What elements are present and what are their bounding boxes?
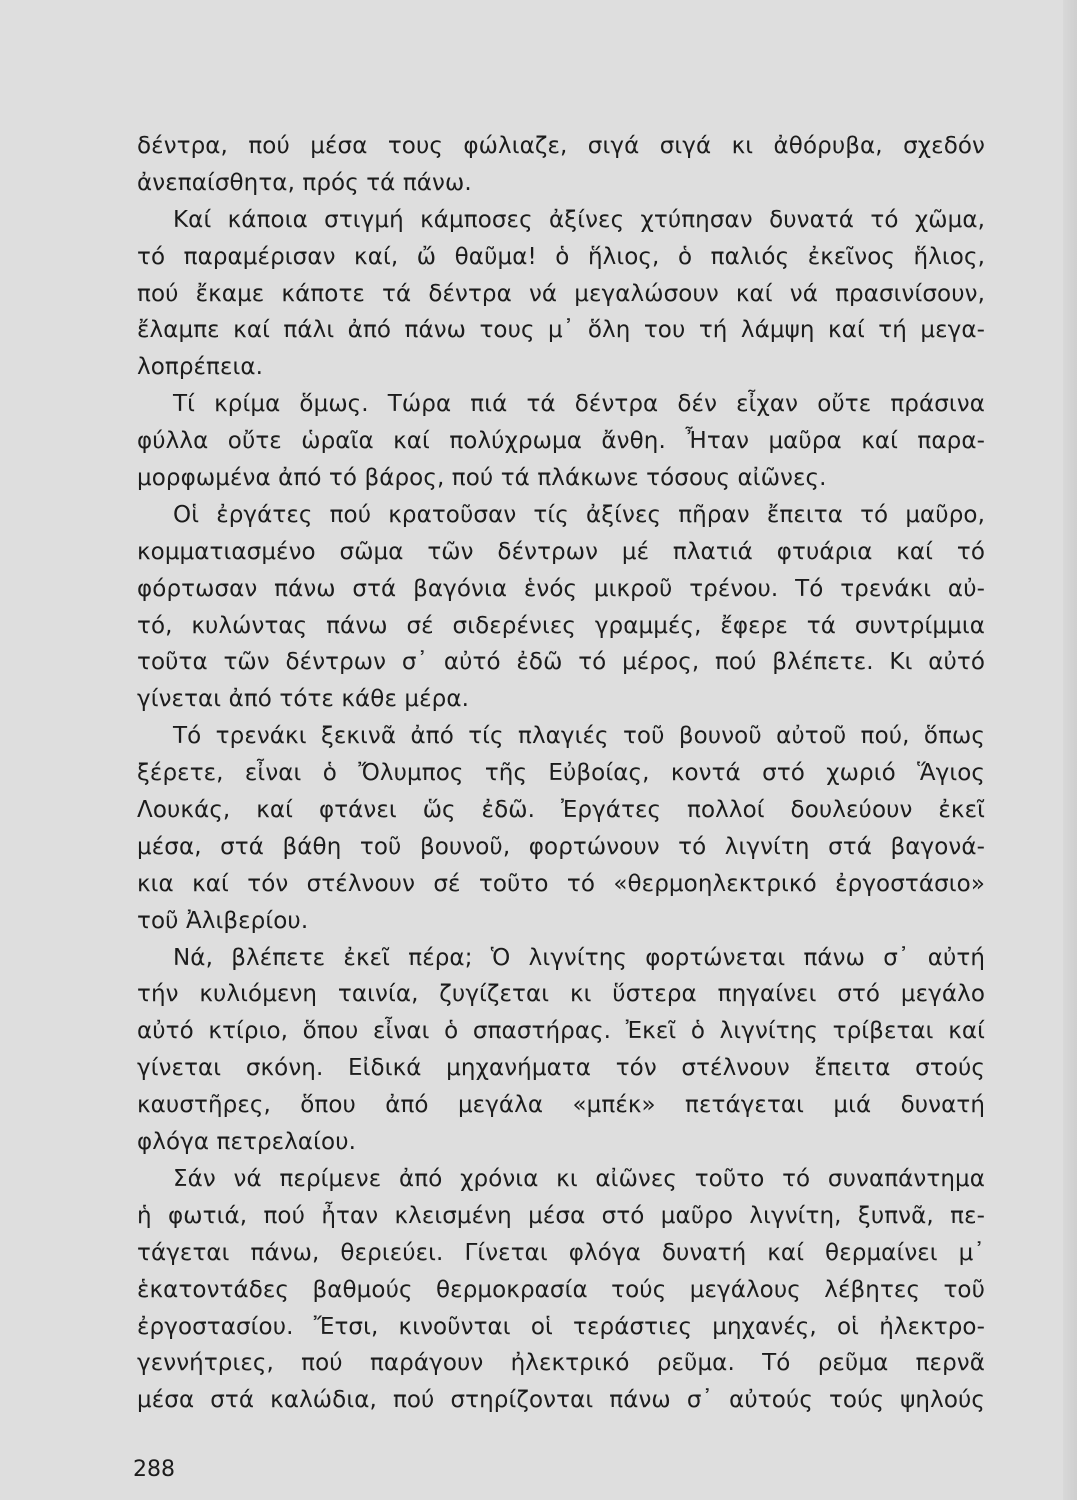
- text-line: τοῦ Ἀλιβερίου.: [137, 907, 309, 934]
- text-line: ξέρετε, εἶναι ὁ Ὄλυμπος τῆς Εὐβοίας, κοντά στό χωριό Ἅγιος: [137, 760, 985, 787]
- text-line: λοπρέπεια.: [137, 354, 264, 381]
- text-line: Οἱ ἐργάτες πού κρατοῦσαν τίς ἀξίνες πῆραν ἔπειτα τό μαῦρο,: [173, 501, 985, 528]
- text-line: τό, κυλώντας πάνω σέ σιδερένιες γραμμές, ἔφερε τά συντρίμμια: [137, 612, 985, 639]
- text-line: φόρτωσαν πάνω στά βαγόνια ἑνός μικροῦ τρένου. Τό τρενάκι αὐ-: [137, 575, 985, 602]
- text-line: φύλλα οὔτε ὡραῖα καί πολύχρωμα ἄνθη. Ἦταν μαῦρα καί παρα-: [137, 428, 985, 455]
- body-text: [137, 128, 985, 1419]
- text-line: ἐργοστασίου. Ἔτσι, κινοῦνται οἱ τεράστιες μηχανές, οἱ ἠλεκτρο-: [137, 1313, 985, 1340]
- text-line: γίνεται ἀπό τότε κάθε μέρα.: [137, 686, 470, 713]
- text-line: γίνεται σκόνη. Εἰδικά μηχανήματα τόν στέλνουν ἔπειτα στούς: [137, 1055, 985, 1082]
- text-line: αὐτό κτίριο, ὅπου εἶναι ὁ σπαστήρας. Ἐκεῖ ὁ λιγνίτης τρίβεται καί: [137, 1018, 985, 1045]
- text-line: Λουκάς, καί φτάνει ὥς ἐδῶ. Ἐργάτες πολλοί δουλεύουν ἐκεῖ: [137, 797, 985, 824]
- text-line: ἔλαμπε καί πάλι ἀπό πάνω τους μ᾽ ὅλη του τή λάμψη καί τή μεγα-: [137, 317, 985, 344]
- text-line: τό παραμέρισαν καί, ὤ θαῦμα! ὁ ἥλιος, ὁ παλιός ἐκεῖνος ἥλιος,: [137, 243, 985, 270]
- text-line: τάγεται πάνω, θεριεύει. Γίνεται φλόγα δυνατή καί θερμαίνει μ᾽: [137, 1239, 985, 1266]
- text-line: κια καί τόν στέλνουν σέ τοῦτο τό «θερμοηλεκτρικό ἐργοστάσιο»: [137, 870, 985, 897]
- text-line: καυστῆρες, ὅπου ἀπό μεγάλα «μπέκ» πετάγεται μιά δυνατή: [137, 1092, 985, 1119]
- text-line: μορφωμένα ἀπό τό βάρος, πού τά πλάκωνε τόσους αἰῶνες.: [137, 465, 827, 492]
- text-line: γεννήτριες, πού παράγουν ἠλεκτρικό ρεῦμα. Τό ρεῦμα περνᾶ: [137, 1350, 985, 1377]
- text-line: Καί κάποια στιγμή κάμποσες ἀξίνες χτύπησαν δυνατά τό χῶμα,: [173, 206, 985, 233]
- text-line: Τί κρίμα ὅμως. Τώρα πιά τά δέντρα δέν εἶχαν οὔτε πράσινα: [173, 391, 985, 418]
- page-edge-shadow: [1063, 0, 1077, 1500]
- text-line: Νά, βλέπετε ἐκεῖ πέρα; Ὁ λιγνίτης φορτώνεται πάνω σ᾽ αὐτή: [173, 944, 985, 971]
- text-line: φλόγα πετρελαίου.: [137, 1129, 357, 1156]
- text-line: Σάν νά περίμενε ἀπό χρόνια κι αἰῶνες τοῦτο τό συναπάντημα: [173, 1165, 985, 1192]
- text-line: μέσα στά καλώδια, πού στηρίζονται πάνω σ᾽ αὐτούς τούς ψηλούς: [137, 1387, 985, 1414]
- text-line: τοῦτα τῶν δέντρων σ᾽ αὐτό ἐδῶ τό μέρος, πού βλέπετε. Κι αὐτό: [137, 649, 985, 676]
- text-line: ἀνεπαίσθητα, πρός τά πάνω.: [137, 169, 472, 196]
- text-line: τήν κυλιόμενη ταινία, ζυγίζεται κι ὕστερα πηγαίνει στό μεγάλο: [137, 981, 985, 1008]
- text-line: δέντρα, πού μέσα τους φώλιαζε, σιγά σιγά κι ἀθόρυβα, σχεδόν: [137, 133, 985, 159]
- page-number: 288: [133, 1457, 175, 1482]
- text-line: πού ἔκαμε κάποτε τά δέντρα νά μεγαλώσουν καί νά πρασινίσουν,: [137, 280, 985, 307]
- text-line: ἡ φωτιά, πού ἦταν κλεισμένη μέσα στό μαῦρο λιγνίτη, ξυπνᾶ, πε-: [137, 1202, 985, 1229]
- text-line: ἑκατοντάδες βαθμούς θερμοκρασία τούς μεγάλους λέβητες τοῦ: [137, 1276, 985, 1303]
- text-line: κομματιασμένο σῶμα τῶν δέντρων μέ πλατιά φτυάρια καί τό: [137, 538, 985, 565]
- text-line: μέσα, στά βάθη τοῦ βουνοῦ, φορτώνουν τό λιγνίτη στά βαγονά-: [137, 833, 985, 860]
- text-line: Τό τρενάκι ξεκινᾶ ἀπό τίς πλαγιές τοῦ βουνοῦ αὐτοῦ πού, ὅπως: [173, 723, 985, 750]
